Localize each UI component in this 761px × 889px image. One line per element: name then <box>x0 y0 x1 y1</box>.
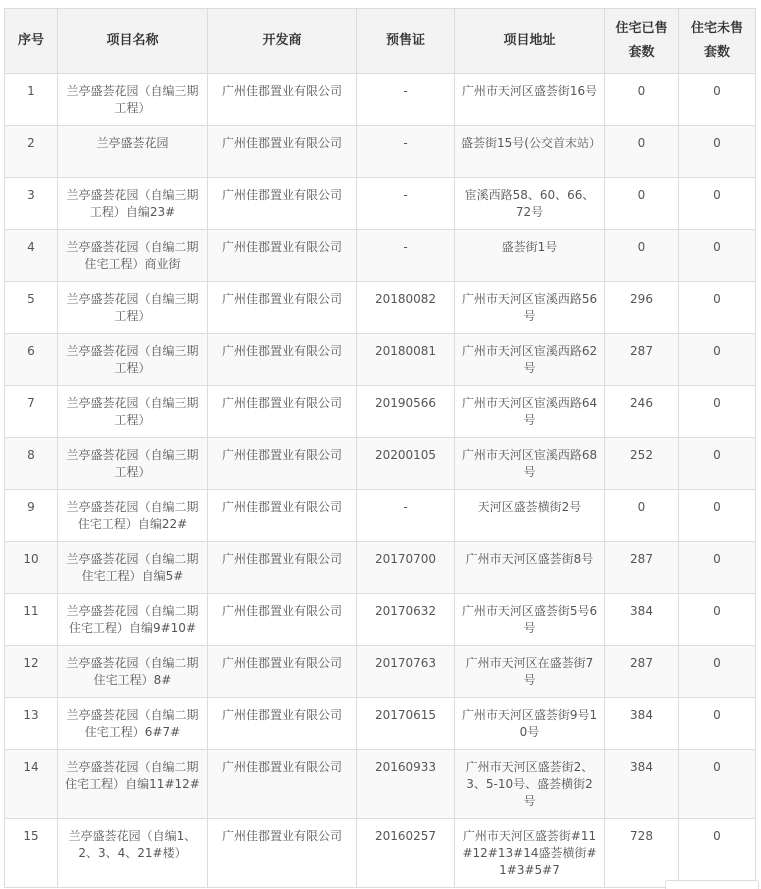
cell-permit: 20160933 <box>357 750 455 819</box>
cell-sold: 728 <box>605 819 679 888</box>
cell-unsold: 0 <box>679 646 756 698</box>
cell-permit: 20180081 <box>357 334 455 386</box>
cell-name: 兰亭盛荟花园（自编三期工程） <box>58 438 208 490</box>
cell-name: 兰亭盛荟花园（自编三期工程） <box>58 386 208 438</box>
cell-unsold: 0 <box>679 282 756 334</box>
cell-unsold: 0 <box>679 126 756 178</box>
cell-sold: 0 <box>605 490 679 542</box>
cell-address: 广州市天河区盛荟街#11#12#13#14盛荟横街#1#3#5#7 <box>455 819 605 888</box>
cell-name: 兰亭盛荟花园（自编三期工程） <box>58 334 208 386</box>
cell-index: 9 <box>5 490 58 542</box>
cell-developer: 广州佳郡置业有限公司 <box>208 698 357 750</box>
cell-sold: 252 <box>605 438 679 490</box>
table-row <box>5 126 756 178</box>
cell-name: 兰亭盛荟花园（自编二期住宅工程）自编5# <box>58 542 208 594</box>
cell-developer: 广州佳郡置业有限公司 <box>208 750 357 819</box>
cell-address: 广州市天河区在盛荟街7号 <box>455 646 605 698</box>
cell-developer: 广州佳郡置业有限公司 <box>208 594 357 646</box>
cell-developer: 广州佳郡置业有限公司 <box>208 819 357 888</box>
cell-permit: 20170763 <box>357 646 455 698</box>
cell-unsold: 0 <box>679 74 756 126</box>
cell-permit: 20180082 <box>357 282 455 334</box>
cell-name: 兰亭盛荟花园（自编二期住宅工程）自编11#12# <box>58 750 208 819</box>
cell-developer: 广州佳郡置业有限公司 <box>208 126 357 178</box>
cell-index: 11 <box>5 594 58 646</box>
cell-name: 兰亭盛荟花园（自编二期住宅工程）6#7# <box>58 698 208 750</box>
cell-address: 广州市天河区盛荟街2、3、5-10号、盛荟横街2号 <box>455 750 605 819</box>
header-sold: 住宅已售套数 <box>605 9 679 74</box>
cell-index: 1 <box>5 74 58 126</box>
cell-sold: 287 <box>605 542 679 594</box>
cell-address: 广州市天河区宦溪西路56号 <box>455 282 605 334</box>
cell-sold: 296 <box>605 282 679 334</box>
cell-permit: - <box>357 74 455 126</box>
table-row <box>5 386 756 438</box>
cell-developer: 广州佳郡置业有限公司 <box>208 438 357 490</box>
header-permit: 预售证 <box>357 9 455 74</box>
cell-unsold: 0 <box>679 386 756 438</box>
cell-index: 4 <box>5 230 58 282</box>
cell-index: 3 <box>5 178 58 230</box>
cell-sold: 0 <box>605 126 679 178</box>
table-row <box>5 230 756 282</box>
cell-address: 广州市天河区盛荟街16号 <box>455 74 605 126</box>
cell-sold: 0 <box>605 74 679 126</box>
table-row <box>5 750 756 819</box>
cell-name: 兰亭盛荟花园（自编二期住宅工程）自编22# <box>58 490 208 542</box>
cell-developer: 广州佳郡置业有限公司 <box>208 334 357 386</box>
cell-index: 13 <box>5 698 58 750</box>
cell-address: 广州市天河区盛荟街8号 <box>455 542 605 594</box>
cell-unsold: 0 <box>679 230 756 282</box>
cell-address: 盛荟街1号 <box>455 230 605 282</box>
cell-permit: 20170700 <box>357 542 455 594</box>
cell-sold: 287 <box>605 646 679 698</box>
cell-address: 宦溪西路58、60、66、72号 <box>455 178 605 230</box>
cell-index: 15 <box>5 819 58 888</box>
cell-permit: - <box>357 178 455 230</box>
cell-address: 广州市天河区宦溪西路68号 <box>455 438 605 490</box>
cell-unsold: 0 <box>679 490 756 542</box>
cell-unsold: 0 <box>679 542 756 594</box>
header-row <box>5 9 756 74</box>
cell-unsold: 0 <box>679 750 756 819</box>
cell-address: 广州市天河区盛荟街9号10号 <box>455 698 605 750</box>
table-row <box>5 282 756 334</box>
cell-index: 12 <box>5 646 58 698</box>
cell-permit: 20160257 <box>357 819 455 888</box>
header-developer: 开发商 <box>208 9 357 74</box>
table-row <box>5 334 756 386</box>
cell-name: 兰亭盛荟花园（自编二期住宅工程）自编9#10# <box>58 594 208 646</box>
cell-developer: 广州佳郡置业有限公司 <box>208 178 357 230</box>
cell-developer: 广州佳郡置业有限公司 <box>208 230 357 282</box>
table-row <box>5 178 756 230</box>
cell-permit: 20170615 <box>357 698 455 750</box>
cell-name: 兰亭盛荟花园（自编二期住宅工程）8# <box>58 646 208 698</box>
cell-index: 7 <box>5 386 58 438</box>
cell-name: 兰亭盛荟花园 <box>58 126 208 178</box>
cell-sold: 384 <box>605 594 679 646</box>
table-row <box>5 646 756 698</box>
cell-sold: 384 <box>605 750 679 819</box>
cell-sold: 384 <box>605 698 679 750</box>
cell-index: 2 <box>5 126 58 178</box>
header-unsold: 住宅未售套数 <box>679 9 756 74</box>
cell-permit: 20190566 <box>357 386 455 438</box>
cell-index: 8 <box>5 438 58 490</box>
cell-index: 5 <box>5 282 58 334</box>
cell-index: 6 <box>5 334 58 386</box>
cell-permit: - <box>357 126 455 178</box>
cell-unsold: 0 <box>679 594 756 646</box>
cell-permit: - <box>357 490 455 542</box>
table-row <box>5 698 756 750</box>
cell-sold: 0 <box>605 230 679 282</box>
cell-index: 14 <box>5 750 58 819</box>
table-row <box>5 490 756 542</box>
cell-unsold: 0 <box>679 178 756 230</box>
presale-table <box>4 8 756 888</box>
header-name: 项目名称 <box>58 9 208 74</box>
cell-developer: 广州佳郡置业有限公司 <box>208 74 357 126</box>
cell-name: 兰亭盛荟花园（自编三期工程）自编23# <box>58 178 208 230</box>
cell-permit: 20170632 <box>357 594 455 646</box>
cell-developer: 广州佳郡置业有限公司 <box>208 386 357 438</box>
cell-name: 兰亭盛荟花园（自编二期住宅工程）商业街 <box>58 230 208 282</box>
cell-unsold: 0 <box>679 819 756 888</box>
table-row <box>5 74 756 126</box>
cell-sold: 246 <box>605 386 679 438</box>
cell-address: 盛荟街15号(公交首末站） <box>455 126 605 178</box>
table-row <box>5 594 756 646</box>
cell-address: 广州市天河区盛荟街5号6号 <box>455 594 605 646</box>
cell-unsold: 0 <box>679 334 756 386</box>
cell-name: 兰亭盛荟花园（自编三期工程） <box>58 282 208 334</box>
header-address: 项目地址 <box>455 9 605 74</box>
header-index: 序号 <box>5 9 58 74</box>
cell-developer: 广州佳郡置业有限公司 <box>208 490 357 542</box>
cell-unsold: 0 <box>679 438 756 490</box>
cell-developer: 广州佳郡置业有限公司 <box>208 646 357 698</box>
table-row <box>5 438 756 490</box>
cell-unsold: 0 <box>679 698 756 750</box>
table-row <box>5 819 756 888</box>
cell-name: 兰亭盛荟花园（自编三期工程） <box>58 74 208 126</box>
cell-address: 广州市天河区宦溪西路62号 <box>455 334 605 386</box>
cell-address: 天河区盛荟横街2号 <box>455 490 605 542</box>
pagination-edge[interactable] <box>665 880 759 889</box>
cell-permit: - <box>357 230 455 282</box>
cell-address: 广州市天河区宦溪西路64号 <box>455 386 605 438</box>
cell-sold: 287 <box>605 334 679 386</box>
cell-name: 兰亭盛荟花园（自编1、2、3、4、21#楼） <box>58 819 208 888</box>
cell-index: 10 <box>5 542 58 594</box>
cell-developer: 广州佳郡置业有限公司 <box>208 542 357 594</box>
cell-permit: 20200105 <box>357 438 455 490</box>
table-row <box>5 542 756 594</box>
cell-sold: 0 <box>605 178 679 230</box>
cell-developer: 广州佳郡置业有限公司 <box>208 282 357 334</box>
